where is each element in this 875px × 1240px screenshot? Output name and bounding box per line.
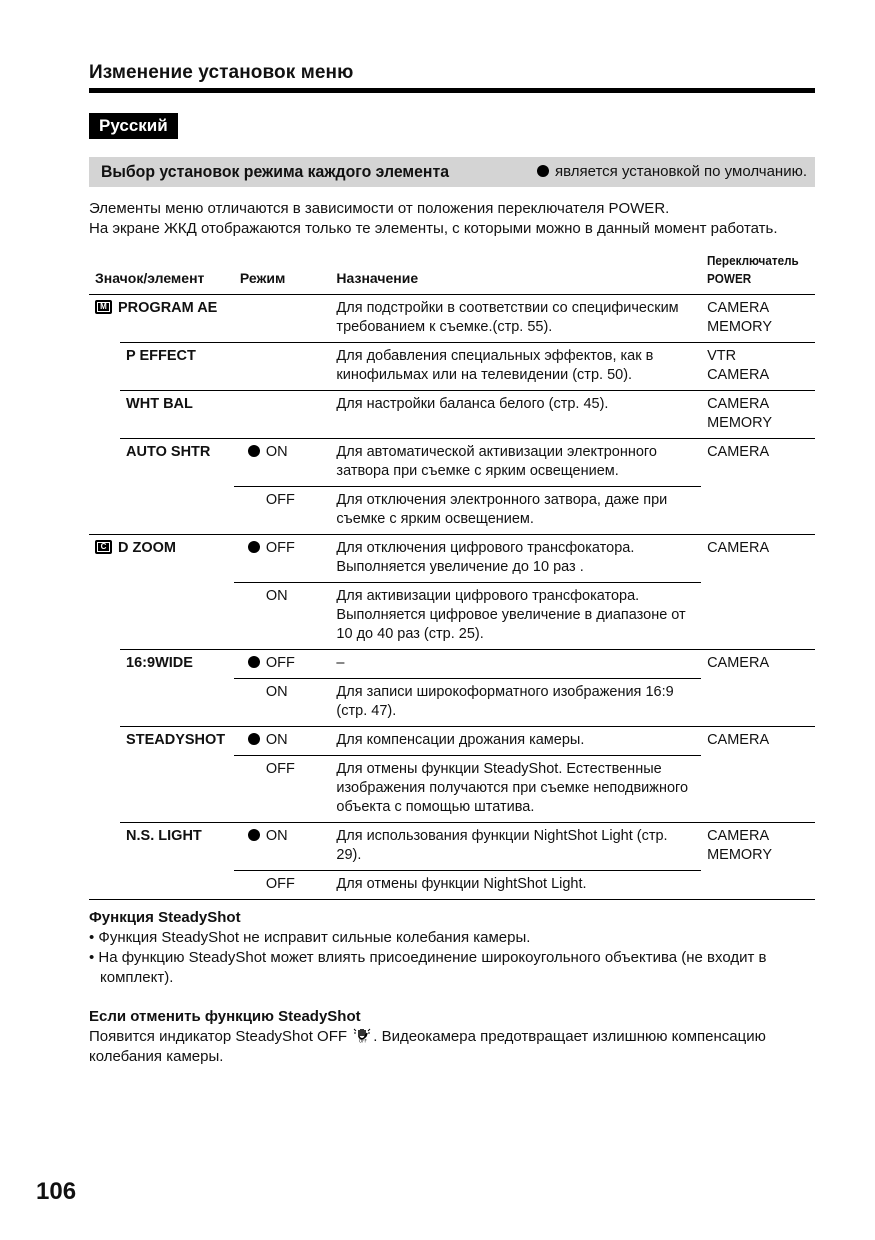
cancel-text bbox=[89, 1027, 815, 1067]
mode-value: ON bbox=[265, 444, 288, 460]
table-row bbox=[89, 823, 815, 871]
purpose: Для настройки баланса белого (стр. 45). bbox=[330, 391, 701, 439]
table-row bbox=[89, 650, 815, 679]
power bbox=[701, 343, 815, 391]
intro-line-2: На экране ЖКД отображаются только те элементы, с которыми можно в данный момент работать. bbox=[89, 220, 778, 237]
cancel-text-before: Появится индикатор SteadyShot OFF bbox=[89, 1028, 348, 1045]
header-mode: Режим bbox=[234, 252, 331, 295]
header-power-line-1: Переключатель bbox=[707, 253, 799, 268]
table-row bbox=[89, 727, 815, 756]
mode-value: OFF bbox=[265, 540, 295, 556]
section-title: Выбор установок режима каждого элемента bbox=[101, 162, 450, 181]
steadyshot-heading: Функция SteadyShot bbox=[89, 909, 241, 926]
list-item: • На функцию SteadyShot может влиять присоединение широкоугольного объектива (не входит в комплект). bbox=[89, 949, 767, 986]
power bbox=[701, 295, 815, 343]
table-row bbox=[89, 343, 815, 391]
mode-value: OFF bbox=[234, 871, 331, 900]
mode-default bbox=[234, 823, 331, 871]
purpose: Для автоматической активизации электронного затвора при съемке с ярким освещением. bbox=[330, 439, 701, 487]
settings-table-main bbox=[89, 252, 815, 900]
power-value: MEMORY bbox=[707, 415, 773, 431]
default-dot-icon bbox=[248, 733, 260, 745]
default-dot-icon bbox=[248, 656, 260, 668]
page-number: 106 bbox=[36, 1178, 77, 1205]
steadyshot-list bbox=[89, 928, 815, 988]
item-label: D ZOOM bbox=[118, 540, 176, 556]
power: CAMERA bbox=[701, 650, 815, 727]
mode-default bbox=[234, 535, 331, 583]
camera-menu-icon: C bbox=[95, 540, 112, 554]
header-item: Значок/элемент bbox=[89, 252, 234, 295]
mode-value: ON bbox=[234, 679, 331, 727]
svg-text:OFF: OFF bbox=[359, 1038, 367, 1043]
mode-value: ON bbox=[265, 828, 288, 844]
purpose: Для отмены функции SteadyShot. Естественные изображения получаются при съемке неподвижного объекта с помощью штатива. bbox=[330, 756, 701, 823]
default-note bbox=[537, 163, 807, 180]
item-d-zoom bbox=[89, 535, 234, 650]
power-value: CAMERA bbox=[707, 396, 770, 412]
default-dot-icon bbox=[537, 165, 549, 177]
power: CAMERA bbox=[701, 439, 815, 535]
purpose: Для записи широкоформатного изображения 16:9 (стр. 47). bbox=[330, 679, 701, 727]
table-row bbox=[89, 295, 815, 343]
purpose: Для компенсации дрожания камеры. bbox=[330, 727, 701, 756]
page-header-title: Изменение установок меню bbox=[89, 62, 354, 83]
table-header-row bbox=[89, 252, 815, 295]
header-rule bbox=[89, 88, 815, 93]
power-value: MEMORY bbox=[707, 847, 773, 863]
table-row bbox=[89, 391, 815, 439]
table-row bbox=[89, 439, 815, 487]
section-bar bbox=[89, 157, 815, 187]
mode-default bbox=[234, 650, 331, 679]
item-p-effect: P EFFECT bbox=[120, 343, 330, 391]
item-auto-shtr: AUTO SHTR bbox=[120, 439, 234, 535]
mode-value: ON bbox=[234, 583, 331, 650]
purpose: Для отключения цифрового трансфокатора. Выполняется увеличение до 10 раз . bbox=[330, 535, 701, 583]
header-power-line-2: POWER bbox=[707, 271, 752, 286]
power-value: CAMERA bbox=[707, 828, 770, 844]
item-wide: 16:9WIDE bbox=[120, 650, 234, 727]
mode-value: OFF bbox=[234, 487, 331, 535]
purpose: – bbox=[330, 650, 701, 679]
mode-default bbox=[234, 439, 331, 487]
purpose: Для подстройки в соответствии со специфическим требованием к съемке.(стр. 55). bbox=[336, 300, 679, 335]
purpose: Для использования функции NightShot Light (стр. 29). bbox=[330, 823, 701, 871]
power bbox=[701, 823, 815, 900]
camera-set-menu-icon: M bbox=[95, 300, 112, 314]
default-dot-icon bbox=[248, 829, 260, 841]
cancel-heading: Если отменить функцию SteadyShot bbox=[89, 1008, 361, 1025]
power bbox=[701, 391, 815, 439]
header-purpose: Назначение bbox=[330, 252, 701, 295]
steadyshot-off-icon bbox=[351, 1027, 373, 1043]
item-ns-light: N.S. LIGHT bbox=[120, 823, 234, 900]
cancel-text-after: . Видеокамера предотвращает излишнюю компенсацию колебания камеры. bbox=[89, 1028, 766, 1065]
purpose: Для отмены функции NightShot Light. bbox=[330, 871, 701, 900]
default-dot-icon bbox=[248, 445, 260, 457]
header-power bbox=[701, 252, 815, 295]
power-value: VTR bbox=[707, 348, 737, 364]
item-program-ae bbox=[89, 295, 330, 343]
power-value: CAMERA bbox=[707, 367, 770, 383]
mode-value: OFF bbox=[234, 756, 331, 823]
item-wht-bal: WHT BAL bbox=[120, 391, 330, 439]
purpose: Для добавления специальных эффектов, как в кинофильмах или на телевидении (стр. 50). bbox=[330, 343, 701, 391]
intro-text bbox=[89, 199, 815, 239]
item-label: PROGRAM AE bbox=[118, 300, 218, 316]
power: CAMERA bbox=[701, 535, 815, 650]
mode-default bbox=[234, 727, 331, 756]
notes-section bbox=[89, 908, 815, 1067]
power: CAMERA bbox=[701, 727, 815, 823]
purpose: Для активизации цифрового трансфокатора. Выполняется цифровое увеличение в диапазоне от 10 до 40 раз (стр. 25). bbox=[330, 583, 701, 650]
list-item: • Функция SteadyShot не исправит сильные колебания камеры. bbox=[89, 929, 531, 946]
language-badge: Русский bbox=[89, 113, 178, 139]
default-dot-icon bbox=[248, 541, 260, 553]
mode-value: OFF bbox=[265, 655, 295, 671]
default-note-text: является установкой по умолчанию. bbox=[555, 163, 807, 180]
table-row bbox=[89, 535, 815, 583]
power-value: MEMORY bbox=[707, 319, 773, 335]
item-steadyshot: STEADYSHOT bbox=[120, 727, 234, 823]
mode-value: ON bbox=[265, 732, 288, 748]
purpose: Для отключения электронного затвора, даже при съемке с ярким освещением. bbox=[330, 487, 701, 535]
intro-line-1: Элементы меню отличаются в зависимости от положения переключателя POWER. bbox=[89, 200, 670, 217]
power-value: CAMERA bbox=[707, 300, 770, 316]
